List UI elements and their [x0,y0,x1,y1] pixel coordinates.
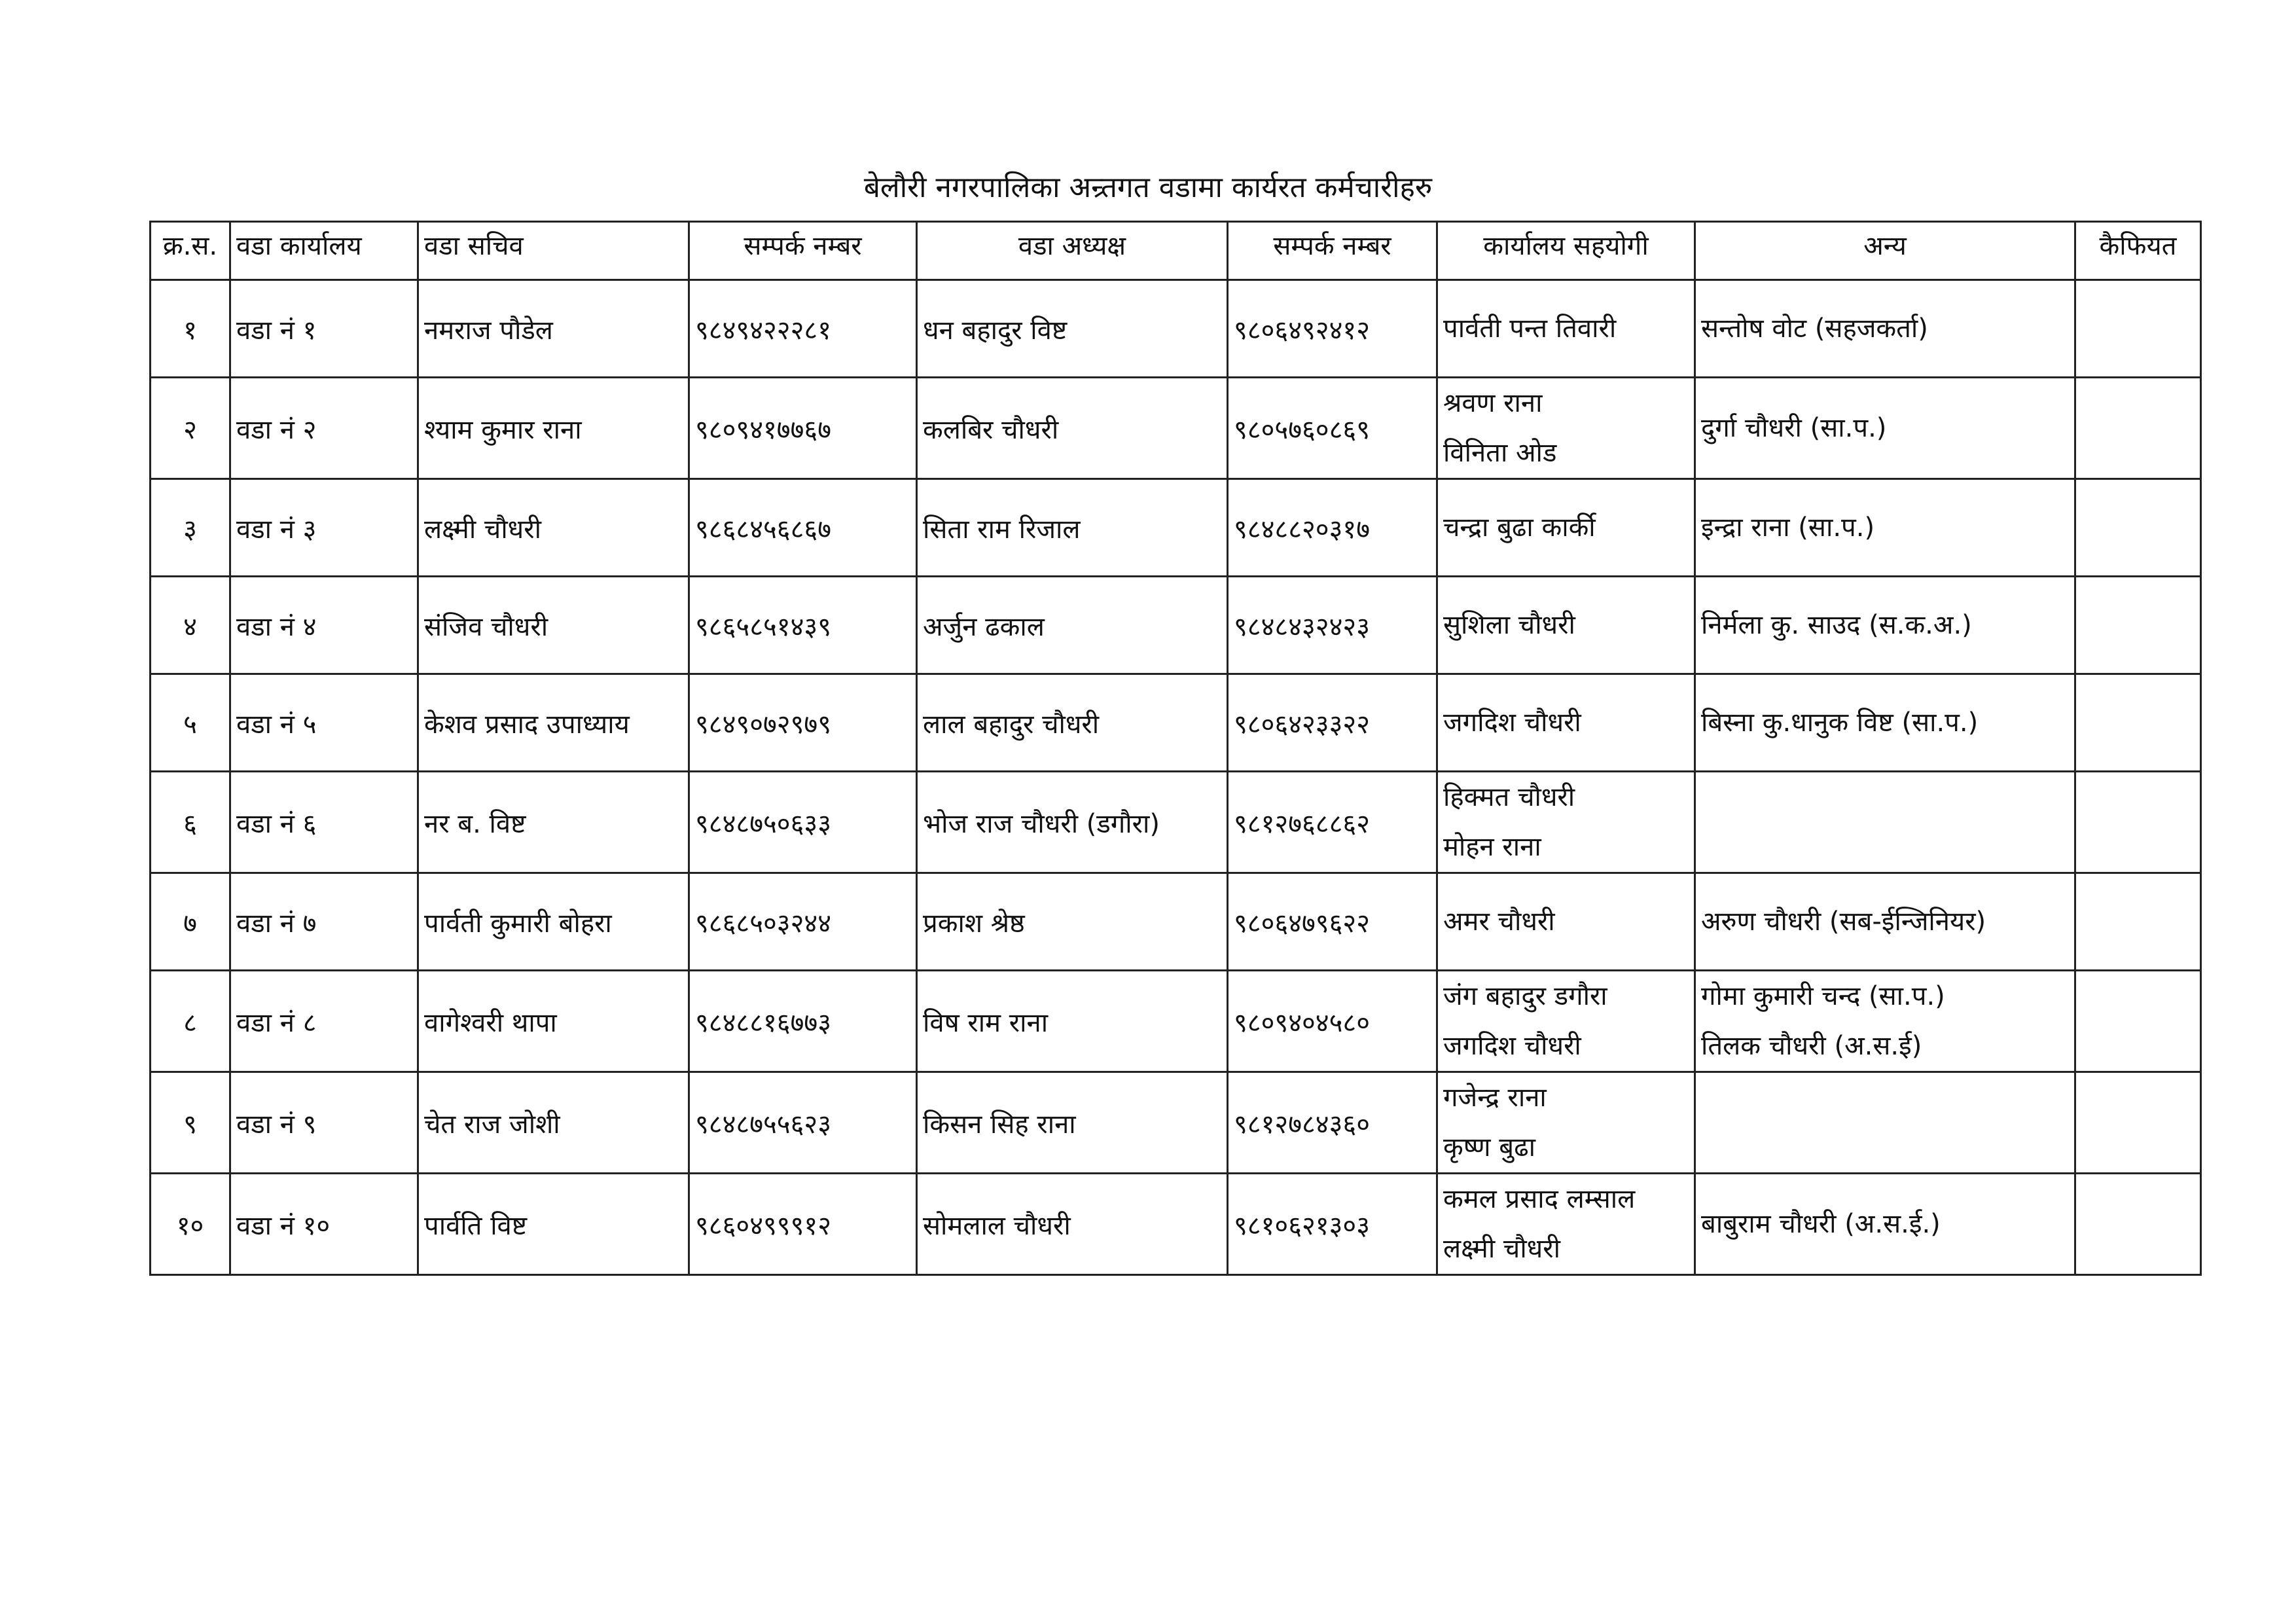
cell-serial: ३ [151,479,230,577]
cell-secretary-phone: ९८६८५०३२४४ [689,873,917,971]
other-staff-name: बाबुराम चौधरी (अ.स.ई.) [1701,1209,1941,1239]
cell-ward-office: वडा नं ५ [230,674,418,772]
cell-serial: १० [151,1174,230,1275]
cell-others [1695,971,2075,1072]
assistant-name: लक्ष्मी चौधरी [1443,1234,1560,1264]
cell-chair: विष राम राना [917,971,1228,1072]
other-staff-name: इन्द्रा राना (सा.प.) [1701,513,1875,543]
assistant-name: चन्द्रा बुढा कार्की [1443,513,1596,543]
table-row [151,280,2201,378]
header-others: अन्य [1695,222,2075,280]
cell-chair-phone: ९८१२७६८८६२ [1228,772,1437,873]
assistant-name: श्रवण राना [1443,388,1543,418]
cell-serial: ८ [151,971,230,1072]
assistant-name: कृष्ण बुढा [1443,1132,1535,1163]
cell-chair: लाल बहादुर चौधरी [917,674,1228,772]
assistant-name: विनिता ओड [1443,438,1557,468]
document-title: बेलौरी नगरपालिका अन्र्तगत वडामा कार्यरत कर्मचारीहरु [863,171,1433,204]
table-row [151,479,2201,577]
cell-chair-phone: ९८०६४२३३२२ [1228,674,1437,772]
cell-ward-office: वडा नं ४ [230,577,418,674]
assistant-name: पार्वती पन्त तिवारी [1443,314,1617,344]
cell-ward-office: वडा नं ३ [230,479,418,577]
cell-secretary: श्याम कुमार राना [418,378,689,479]
cell-serial: ७ [151,873,230,971]
cell-assistants [1437,772,1695,873]
cell-ward-office: वडा नं ८ [230,971,418,1072]
table-row [151,873,2201,971]
cell-serial: ९ [151,1072,230,1174]
cell-secretary: पार्वति विष्ट [418,1174,689,1275]
header-remarks: कैफियत [2075,222,2201,280]
cell-chair-phone: ९८४८८२०३१७ [1228,479,1437,577]
cell-serial: १ [151,280,230,378]
cell-remarks [2075,280,2201,378]
other-staff-name: बिस्ना कु.धानुक विष्ट (सा.प.) [1701,708,1979,738]
cell-assistants [1437,674,1695,772]
cell-remarks [2075,971,2201,1072]
cell-remarks [2075,1072,2201,1174]
cell-chair: सोमलाल चौधरी [917,1174,1228,1275]
cell-remarks [2075,772,2201,873]
assistant-name: सुशिला चौधरी [1443,610,1575,640]
cell-assistants [1437,873,1695,971]
cell-remarks [2075,1174,2201,1275]
cell-serial: ६ [151,772,230,873]
cell-remarks [2075,674,2201,772]
cell-secretary-phone: ९८०९४१७७६७ [689,378,917,479]
cell-secretary: वागेश्वरी थापा [418,971,689,1072]
cell-remarks [2075,378,2201,479]
cell-secretary: चेत राज जोशी [418,1072,689,1174]
cell-remarks [2075,577,2201,674]
cell-chair-phone: ९८४८४३२४२३ [1228,577,1437,674]
cell-chair: धन बहादुर विष्ट [917,280,1228,378]
cell-chair-phone: ९८०९४०४५८० [1228,971,1437,1072]
cell-serial: ५ [151,674,230,772]
header-ward-office: वडा कार्यालय [230,222,418,280]
other-staff-name: गोमा कुमारी चन्द (सा.प.) [1701,981,1945,1011]
cell-chair: कलबिर चौधरी [917,378,1228,479]
cell-ward-office: वडा नं १० [230,1174,418,1275]
cell-chair-phone: ९८१२७८४३६० [1228,1072,1437,1174]
cell-secretary-phone: ९८६५८५१४३९ [689,577,917,674]
cell-chair: सिता राम रिजाल [917,479,1228,577]
assistant-name: कमल प्रसाद लम्साल [1443,1184,1636,1214]
cell-ward-office: वडा नं ६ [230,772,418,873]
cell-others [1695,1174,2075,1275]
other-staff-name: सन्तोष वोट (सहजकर्ता) [1701,314,1928,344]
cell-chair: अर्जुन ढकाल [917,577,1228,674]
header-ward-secretary: वडा सचिव [418,222,689,280]
assistant-name: मोहन राना [1443,832,1541,862]
cell-chair-phone: ९८१०६२१३०३ [1228,1174,1437,1275]
assistant-name: हिक्मत चौधरी [1443,782,1575,812]
assistant-name: अमर चौधरी [1443,907,1555,937]
other-staff-name: तिलक चौधरी (अ.स.ई) [1701,1031,1922,1061]
cell-secretary-phone: ९८६०४९९९१२ [689,1174,917,1275]
other-staff-name: निर्मला कु. साउद (स.क.अ.) [1701,610,1972,640]
cell-ward-office: वडा नं १ [230,280,418,378]
cell-secretary-phone: ९८४८८१६७७३ [689,971,917,1072]
cell-others [1695,280,2075,378]
cell-secretary: संजिव चौधरी [418,577,689,674]
cell-others [1695,1072,2075,1174]
cell-assistants [1437,479,1695,577]
cell-secretary: केशव प्रसाद उपाध्याय [418,674,689,772]
table-row [151,971,2201,1072]
cell-chair: किसन सिह राना [917,1072,1228,1174]
table-row [151,378,2201,479]
cell-others [1695,873,2075,971]
cell-ward-office: वडा नं ९ [230,1072,418,1174]
cell-others [1695,674,2075,772]
staff-table [149,221,2202,1276]
cell-others [1695,577,2075,674]
cell-assistants [1437,971,1695,1072]
other-staff-name: दुर्गा चौधरी (सा.प.) [1701,413,1887,443]
cell-ward-office: वडा नं २ [230,378,418,479]
other-staff-name: अरुण चौधरी (सब-ईन्जिनियर) [1701,907,1986,937]
cell-others [1695,378,2075,479]
header-serial: क्र.स. [151,222,230,280]
cell-assistants [1437,1174,1695,1275]
cell-chair: भोज राज चौधरी (डगौरा) [917,772,1228,873]
table-row [151,772,2201,873]
cell-remarks [2075,873,2201,971]
assistant-name: जंग बहादुर डगौरा [1443,981,1607,1011]
cell-secretary: लक्ष्मी चौधरी [418,479,689,577]
header-office-assistant: कार्यालय सहयोगी [1437,222,1695,280]
cell-secretary: नर ब. विष्ट [418,772,689,873]
table-header-row [151,222,2201,280]
cell-assistants [1437,577,1695,674]
cell-secretary-phone: ९८४८७५०६३३ [689,772,917,873]
cell-ward-office: वडा नं ७ [230,873,418,971]
cell-assistants [1437,1072,1695,1174]
cell-remarks [2075,479,2201,577]
cell-secretary-phone: ९८४८७५५६२३ [689,1072,917,1174]
cell-secretary-phone: ९८४९०७२९७९ [689,674,917,772]
cell-serial: २ [151,378,230,479]
table-row [151,577,2201,674]
assistant-name: गजेन्द्र राना [1443,1083,1547,1113]
table-row [151,674,2201,772]
cell-assistants [1437,378,1695,479]
table-row [151,1174,2201,1275]
cell-assistants [1437,280,1695,378]
assistant-name: जगदिश चौधरी [1443,708,1581,738]
cell-others [1695,772,2075,873]
cell-chair-phone: ९८०६४७९६२२ [1228,873,1437,971]
cell-serial: ४ [151,577,230,674]
cell-secretary: पार्वती कुमारी बोहरा [418,873,689,971]
header-chair-contact: सम्पर्क नम्बर [1228,222,1437,280]
cell-chair: प्रकाश श्रेष्ठ [917,873,1228,971]
header-secretary-contact: सम्पर्क नम्बर [689,222,917,280]
table-row [151,1072,2201,1174]
header-ward-chair: वडा अध्यक्ष [917,222,1228,280]
assistant-name: जगदिश चौधरी [1443,1031,1581,1061]
cell-secretary-phone: ९८४९४२२२८१ [689,280,917,378]
cell-chair-phone: ९८०६४९२४१२ [1228,280,1437,378]
cell-secretary: नमराज पौडेल [418,280,689,378]
cell-secretary-phone: ९८६८४५६८६७ [689,479,917,577]
cell-chair-phone: ९८०५७६०८६९ [1228,378,1437,479]
cell-others [1695,479,2075,577]
